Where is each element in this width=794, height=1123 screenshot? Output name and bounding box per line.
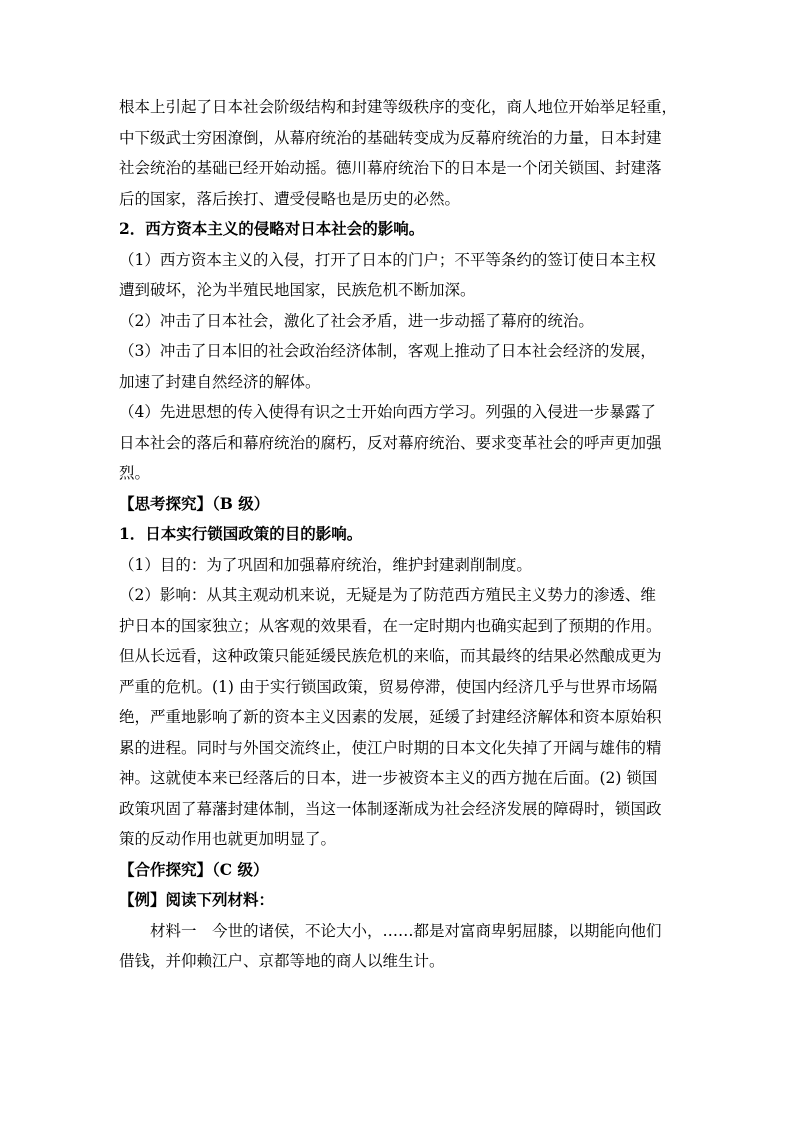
text-line: 借钱，并仰赖江户、京都等地的商人以维生计。 [119,952,445,970]
text-line: 日本社会的落后和幕府统治的腐朽，反对幕府统治、要求变革社会的呼声更加强 [119,433,662,452]
text-line: 严重的危机。(1) 由于实行锁国政策，贸易停滞，使国内经济几乎与世界市场隔 [119,677,658,696]
text-line: （2）冲击了日本社会，激化了社会矛盾，进一步动摇了幕府的统治。 [119,311,594,330]
section-heading: 【合作探究】（C 级） [119,859,269,879]
section-heading: 【思考探究】（B 级） [119,493,270,513]
text-line: （1）目的：为了巩固和加强幕府统治，维护封建剥削制度。 [119,555,532,574]
text-line: （3）冲击了日本旧的社会政治经济体制，客观上推动了日本社会经济的发展， [119,342,656,360]
text-line: 但从长远看，这种政策只能延缓民族危机的来临，而其最终的结果必然酿成更为 [119,647,662,665]
text-line: 烈。 [119,464,151,482]
text-line: 中下级武士穷困潦倒，从幕府统治的基础转变成为反幕府统治的力量，日本封建 [119,128,662,147]
section-heading: 【例】阅读下列材料： [119,890,275,909]
text-line: （4）先进思想的传入使得有识之士开始向西方学习。列强的入侵进一步暴露了 [119,403,656,421]
text-line: 社会统治的基础已经开始动摇。德川幕府统治下的日本是一个闭关锁国、封建落 [119,159,662,177]
text-line: 遭到破坏，沦为半殖民地国家，民族危机不断加深。 [119,281,476,299]
text-line: 绝，严重地影响了新的资本主义因素的发展，延缓了封建经济解体和资本原始积 [119,708,662,726]
text-line: 后的国家，落后挨打、遭受侵略也是历史的必然。 [119,189,461,208]
section-heading: 1．日本实行锁国政策的目的影响。 [119,524,363,543]
text-line: 材料一 今世的诸侯，不论大小，……都是对富商卑躬屈膝，以期能向他们 [150,921,662,940]
section-heading: 2．西方资本主义的侵略对日本社会的影响。 [119,219,425,238]
text-line: 神。这就使本来已经落后的日本，进一步被资本主义的西方抛在后面。(2) 锁国 [119,769,658,787]
text-line: 累的进程。同时与外国交流终止，使江户时期的日本文化失掉了开阔与雄伟的精 [119,738,662,757]
text-line: 加速了封建自然经济的解体。 [119,372,321,391]
text-line: （1）西方资本主义的入侵，打开了日本的门户；不平等条约的签订使日本主权 [119,250,656,269]
document-body [119,92,677,977]
text-line: 根本上引起了日本社会阶级结构和封建等级秩序的变化，商人地位开始举足轻重， [119,98,678,116]
text-line: 护日本的国家独立；从客观的效果看，在一定时期内也确实起到了预期的作用。 [119,616,662,635]
text-line: 政策巩固了幕藩封建体制，当这一体制逐渐成为社会经济发展的障碍时，锁国政 [119,799,662,818]
text-line: （2）影响：从其主观动机来说，无疑是为了防范西方殖民主义势力的渗透、维 [119,586,656,604]
text-line: 策的反动作用也就更加明显了。 [119,830,337,848]
